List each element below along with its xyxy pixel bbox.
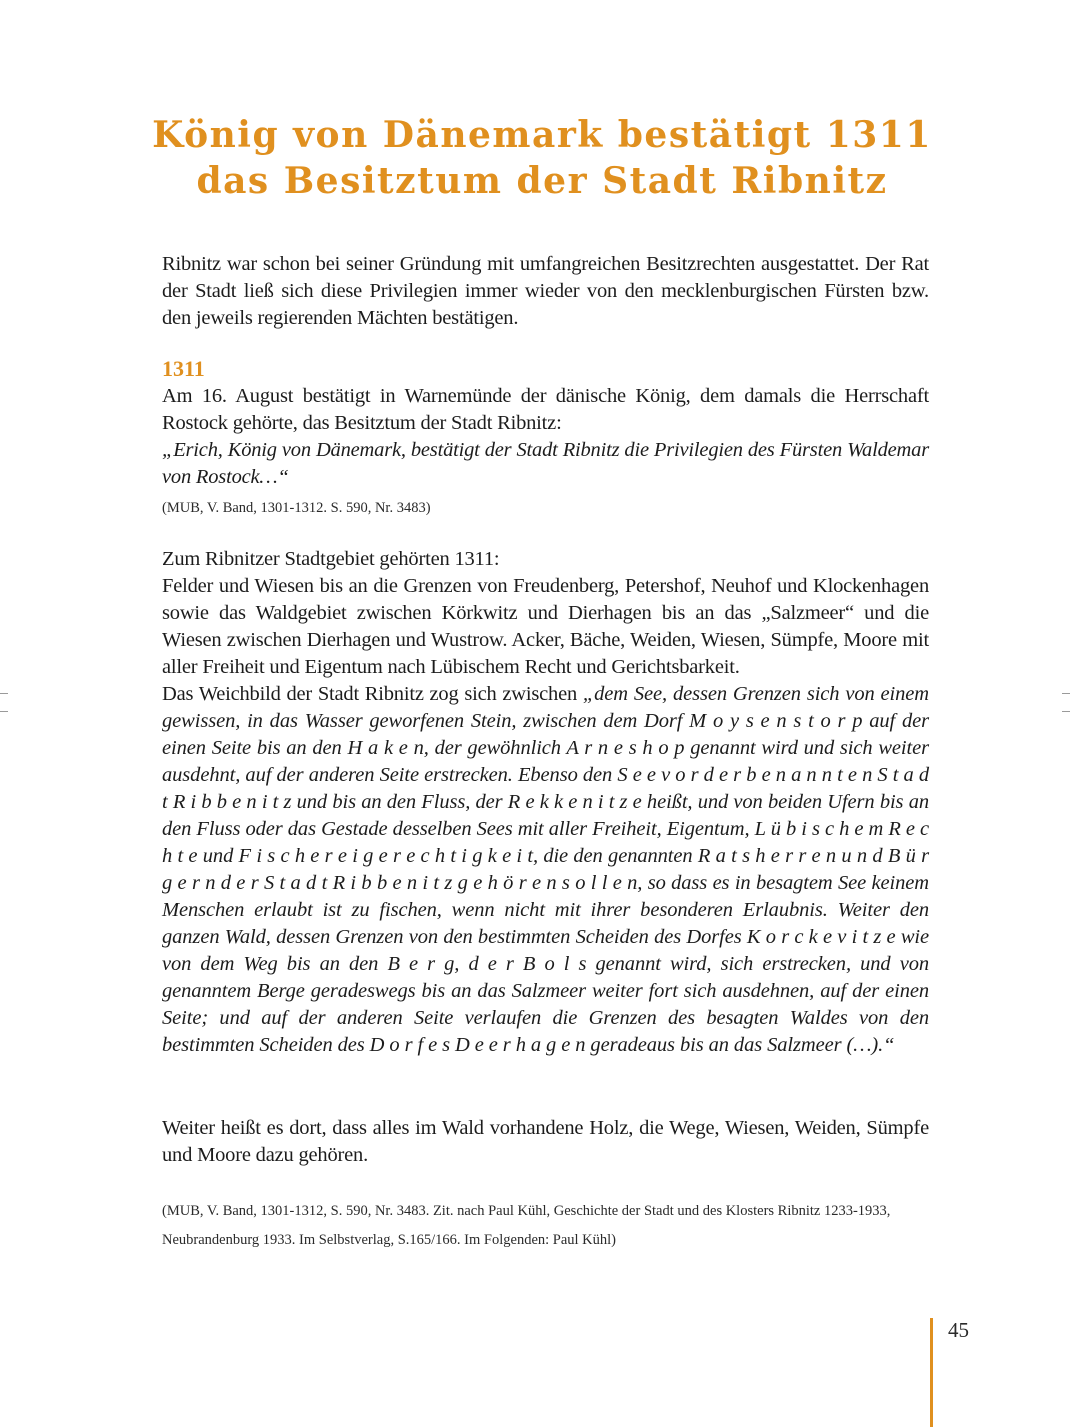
territory-text: Felder und Wiesen bis an die Grenzen von Freudenberg, Petershof, Neuhof und Klockenhagen sowie das Waldgebiet zwischen Körkwitz und Dierhagen bis an das „Salzmeer“ und die Wiesen zwischen Dierhagen und Wustrow. Acker, Bäche, Weiden, Wiesen, Sümpfe, Moore mit aller Freiheit und Eigentum nach Lübischem Recht und Gerichtsbarkeit. (162, 575, 929, 678)
weichbild-text (162, 681, 929, 1059)
closing-paragraph (162, 1115, 929, 1169)
page-number-rule (930, 1318, 933, 1427)
citation-source-2: (MUB, V. Band, 1301-1312, S. 590, Nr. 3483. Zit. nach Paul Kühl, Geschichte der Stadt und des Klosters Ribnitz 1233-1933, Neubrandenburg 1933. Im Selbstverlag, S.165/166. Im Folgenden: Paul Kühl) (162, 1203, 891, 1248)
intro-text: Ribnitz war schon bei seiner Gründung mit umfangreichen Besitzrechten ausgestattet. Der Rat der Stadt ließ sich diese Privilegien immer wieder von den mecklenburgischen Fürsten bzw. den jeweils regierenden Mächten bestätigen. (162, 253, 929, 329)
entry-text: Am 16. August bestätigt in Warnemünde der dänische König, dem damals die Herrschaft Rostock gehörte, das Besitztum der Stadt Ribnitz: (162, 385, 929, 434)
year-heading: 1311 (162, 356, 205, 381)
closing-text: Weiter heißt es dort, dass alles im Wald vorhandene Holz, die Wege, Wiesen, Weiden, Sümpfe und Moore dazu gehören. (162, 1117, 929, 1166)
territory-heading: Zum Ribnitzer Stadtgebiet gehörten 1311: (162, 548, 500, 570)
entry-paragraph (162, 383, 929, 491)
crop-mark-right-top (1062, 693, 1070, 694)
weichbild-paragraph (162, 681, 929, 1059)
entry-quote: „Erich, König von Dänemark, bestätigt der Stadt Ribnitz die Privilegien des Fürsten Waldemar von Rostock…“ (162, 439, 929, 488)
page-number: 45 (948, 1318, 969, 1342)
weichbild-intro: Das Weichbild der Stadt Ribnitz zog sich zwischen (162, 683, 583, 705)
territory-paragraph (162, 546, 929, 681)
page-title-line-1: König von Dänemark bestätigt 1311 (152, 114, 932, 156)
crop-mark-left-bottom (0, 711, 8, 712)
crop-mark-right-bottom (1062, 711, 1070, 712)
intro-paragraph (162, 251, 929, 332)
crop-mark-left-top (0, 693, 8, 694)
page-title-line-2: das Besitztum der Stadt Ribnitz (196, 160, 888, 202)
citation-source-1: (MUB, V. Band, 1301-1312. S. 590, Nr. 3483) (162, 500, 431, 516)
weichbild-quote: „dem See, dessen Grenzen sich von einem gewissen, in das Wasser geworfenen Stein, zwischen dem Dorf M o y s e n s t o r p auf der einen Seite bis an den H a k e n, der gewöhnlich A r n e s h o p genannt wird und sich weiter ausdehnt, auf der anderen Seite erstrecken. Ebenso den S e e v o r d e r b e n a n n t e n S t a d t R i b b e n i t z und bis an den Fluss, der R e k k e n i t z e heißt, und von beiden Ufern bis an den Fluss oder das Gestade desselben Sees mit aller Freiheit, Eigentum, L ü b i s c h e m R e c h t e und F i s c h e r e i g e r e c h t i g k e i t, die den genannten R a t s h e r r e n u n d B ü r g e r n d e r S t a d t R i b b e n i t z g e h ö r e n s o l l e n, so dass es in besagtem See keinem Menschen erlaubt ist zu fischen, wenn nicht mit ihrer besonderen Erlaubnis. Weiter den ganzen Wald, dessen Grenzen von den bestimmten Scheiden des Dorfes K o r c k e v i t z e wie von dem Weg bis an den B e r g, d e r B o l s genannt wird, sich erstrecken, und von genanntem Berge geradeswegs bis an das Salzmeer weiter fort sich ausdehnen, auf der einen Seite; und auf der anderen Seite verlaufen die Grenzen des besagten Waldes von den bestimmten Scheiden des D o r f e s D e e r h a g e n geradeaus bis an das Salzmeer (…).“ (162, 683, 929, 1056)
page-title (0, 112, 1070, 204)
